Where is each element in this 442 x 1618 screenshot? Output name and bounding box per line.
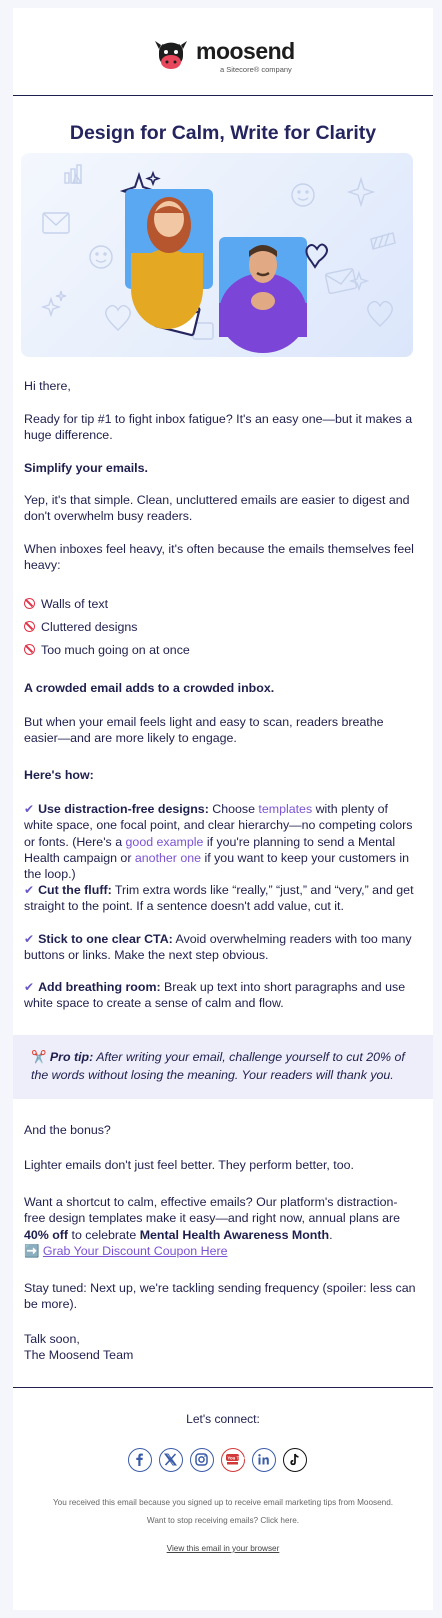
prohibited-icon (24, 644, 35, 655)
email-container (13, 8, 433, 1610)
linkedin-icon[interactable] (252, 1448, 276, 1472)
heavy-paragraph: When inboxes feel heavy, it's often because the emails themselves feel heavy: (24, 542, 414, 573)
x-icon[interactable] (159, 1448, 183, 1472)
unsubscribe-link[interactable]: Click here. (260, 1516, 300, 1525)
brand-subtitle: a Sitecore® company (220, 65, 292, 74)
footer-divider (13, 1387, 433, 1388)
pro-tip-box (13, 1035, 433, 1099)
tip-item-breathing: ✔ Add breathing room: Break up text into short paragraphs and use white space to create a sense of calm and flow. (24, 980, 406, 1011)
social-links (128, 1448, 318, 1474)
signature: The Moosend Team (24, 1348, 134, 1362)
checkmark-icon: ✔ (24, 802, 35, 816)
scissors-icon: ✂️ (31, 1050, 47, 1064)
simple-paragraph: Yep, it's that simple. Clean, uncluttered emails are easier to digest and don't overwhelm busy readers. (24, 493, 410, 524)
light-paragraph: But when your email feels light and easy to scan, readers breathe easier—and are more likely to engage. (24, 715, 384, 746)
sign-off: Talk soon, (24, 1332, 80, 1346)
simplify-heading: Simplify your emails. (24, 461, 148, 475)
hero-illustration (21, 153, 413, 357)
heres-how-heading: Here's how: (24, 768, 94, 782)
prohibited-icon (24, 598, 35, 609)
lighter-line: Lighter emails don't just feel better. They perform better, too. (24, 1158, 354, 1172)
connect-label: Let's connect: (186, 1412, 260, 1426)
discount-coupon-link[interactable]: Grab Your Discount Coupon Here (42, 1243, 228, 1258)
footer-unsubscribe-text: Want to stop receiving emails? Click here. (146, 1516, 300, 1525)
shortcut-paragraph: Want a shortcut to calm, effective emails? Our platform's distraction-free design templates make it easy—and right now, annual plans are 40% off to celebrate Mental Health Awareness Month. ➡️ Grab Your Discount Coupon Here (24, 1195, 401, 1258)
header-divider (13, 95, 433, 96)
prohibited-icon (24, 621, 35, 632)
tiktok-icon[interactable] (283, 1448, 307, 1472)
good-example-link[interactable]: good example (125, 834, 204, 849)
crowded-heading: A crowded email adds to a crowded inbox. (24, 681, 275, 695)
email-title: Design for Calm, Write for Clarity (69, 122, 377, 144)
footer-received-text: You received this email because you signed up to receive email marketing tips from Moosend. (52, 1498, 394, 1507)
checkmark-icon: ✔ (24, 980, 35, 994)
view-in-browser-link[interactable]: View this email in your browser (166, 1544, 280, 1553)
templates-link[interactable]: templates (258, 802, 313, 816)
checkmark-icon: ✔ (24, 883, 35, 897)
problem-item: Too much going on at once (24, 642, 416, 658)
youtube-icon[interactable] (221, 1448, 245, 1472)
another-one-link[interactable]: another one (134, 850, 202, 865)
tip-item-fluff: ✔ Cut the fluff: Trim extra words like “really,” “just,” and “very,” and get straight to the point. If a sentence doesn't add value, cut it. (24, 883, 414, 914)
moosend-logo[interactable] (13, 30, 433, 80)
stay-tuned-paragraph: Stay tuned: Next up, we're tackling sending frequency (spoiler: less can be more). (24, 1281, 416, 1312)
problem-item: Cluttered designs (24, 619, 416, 635)
instagram-icon[interactable] (190, 1448, 214, 1472)
pro-tip-text: ✂️ Pro tip: After writing your email, challenge yourself to cut 20% of the words without losing the meaning. Your readers will thank you. (31, 1050, 405, 1082)
facebook-icon[interactable] (128, 1448, 152, 1472)
tip-item-designs: ✔ Use distraction-free designs: Choose templates with plenty of white space, one focal point, and clear hierarchy—no competing colors or fonts. (Here's a good example if you're planning to send a Mental Health campaign or another one if you want to keep your customers in the loop.) (24, 802, 413, 882)
brand-name: moosend (196, 38, 295, 64)
svg-text:You Tube: You Tube (227, 1455, 247, 1461)
hero-image (21, 153, 413, 357)
problem-item: Walls of text (24, 596, 416, 612)
tip-item-cta: ✔ Stick to one clear CTA: Avoid overwhelming readers with too many buttons or links. Make the next step obvious. (24, 932, 412, 963)
checkmark-icon: ✔ (24, 932, 35, 946)
bonus-line: And the bonus? (24, 1123, 111, 1137)
greeting: Hi there, (24, 379, 71, 393)
intro-paragraph: Ready for tip #1 to fight inbox fatigue? It's an easy one—but it makes a huge difference. (24, 412, 413, 443)
arrow-right-icon: ➡️ (24, 1243, 40, 1258)
cow-logo-icon (151, 32, 191, 72)
